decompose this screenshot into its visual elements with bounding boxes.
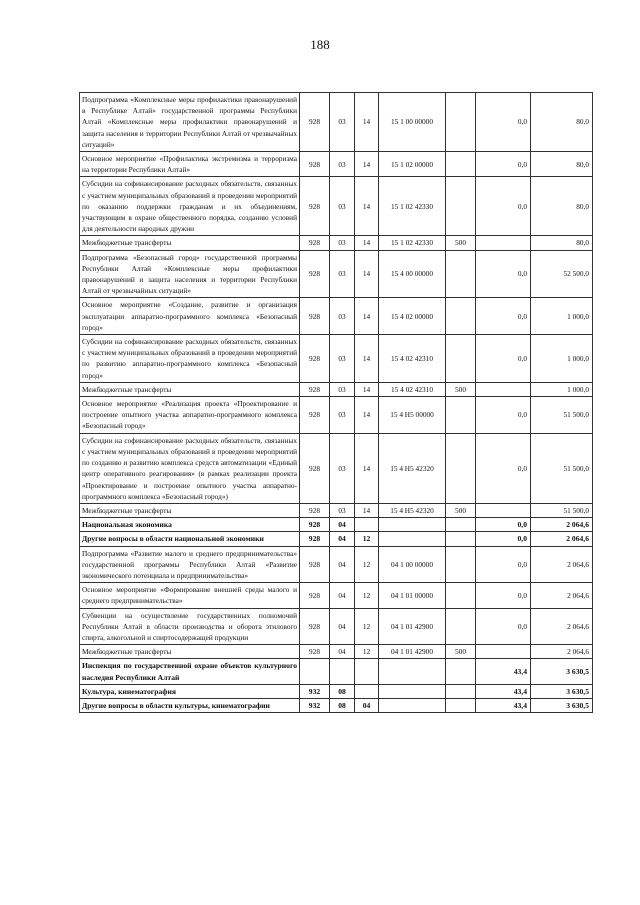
- subsection-code: [355, 684, 379, 698]
- expense-type-code: 500: [446, 503, 476, 517]
- section-code: 03: [330, 236, 355, 250]
- amount-second: 2 064,6: [531, 532, 593, 546]
- section-code: [330, 659, 355, 684]
- section-code: 08: [330, 698, 355, 712]
- row-name: Другие вопросы в области культуры, кинематографии: [80, 698, 300, 712]
- section-code: 03: [330, 250, 355, 298]
- section-code: 04: [330, 532, 355, 546]
- page-number: 188: [310, 37, 330, 52]
- row-name: Межбюджетные трансферты: [80, 236, 300, 250]
- subsection-code: 12: [355, 546, 379, 583]
- row-name: Подпрограмма «Развитие малого и среднего предпринимательства» государственной программы Республики Алтай «Развитие экономического потенциала и предпринимательства»: [80, 546, 300, 583]
- amount-first: 0,0: [476, 433, 531, 503]
- target-item-code: 15 4 Н5 00000: [379, 397, 446, 434]
- amount-second: 51 500,0: [531, 397, 593, 434]
- subsection-code: 14: [355, 93, 379, 152]
- table-row: [80, 645, 593, 659]
- admin-code: 928: [300, 546, 330, 583]
- admin-code: 932: [300, 698, 330, 712]
- target-item-code: 15 4 02 42310: [379, 382, 446, 396]
- admin-code: 928: [300, 236, 330, 250]
- subsection-code: [355, 659, 379, 684]
- subsection-code: 14: [355, 177, 379, 236]
- target-item-code: 04 1 01 00000: [379, 583, 446, 608]
- amount-first: 43,4: [476, 659, 531, 684]
- table-row: [80, 298, 593, 335]
- table-row: [80, 382, 593, 396]
- amount-second: 1 000,0: [531, 335, 593, 383]
- target-item-code: 15 4 Н5 42320: [379, 503, 446, 517]
- row-name: Субсидии на софинансирование расходных обязательств, связанных с участием муниципальных образований в проведении мероприятий по развитию аппаратно-программного комплекса «Безопасный город»: [80, 335, 300, 383]
- expense-type-code: [446, 659, 476, 684]
- row-name: Субвенции на осуществление государственных полномочий Республики Алтай в области производства и оборота этилового спирта, алкогольной и спиртосодержащей продукции: [80, 608, 300, 645]
- subsection-code: 14: [355, 382, 379, 396]
- section-code: 08: [330, 684, 355, 698]
- admin-code: 928: [300, 397, 330, 434]
- expense-type-code: [446, 518, 476, 532]
- section-code: 04: [330, 518, 355, 532]
- table-row: [80, 177, 593, 236]
- expense-type-code: [446, 152, 476, 177]
- admin-code: 928: [300, 645, 330, 659]
- amount-second: 3 630,5: [531, 659, 593, 684]
- table-row: [80, 583, 593, 608]
- admin-code: 928: [300, 298, 330, 335]
- table-row: [80, 93, 593, 152]
- subsection-code: [355, 518, 379, 532]
- admin-code: 928: [300, 518, 330, 532]
- admin-code: 928: [300, 250, 330, 298]
- amount-first: 0,0: [476, 583, 531, 608]
- target-item-code: 15 4 00 00000: [379, 250, 446, 298]
- table-row: [80, 250, 593, 298]
- row-name: Субсидии на софинансирование расходных обязательств, связанных с участием муниципальных образований в проведении мероприятий по оказанию поддержки гражданам и их объединениям, участвующим в охране общественного порядка, созданию условий для деятельности народных дружин: [80, 177, 300, 236]
- admin-code: 928: [300, 335, 330, 383]
- subsection-code: 14: [355, 250, 379, 298]
- table-row: [80, 546, 593, 583]
- row-name: Культура, кинематография: [80, 684, 300, 698]
- subsection-code: 04: [355, 698, 379, 712]
- amount-first: 43,4: [476, 698, 531, 712]
- amount-second: 80,0: [531, 236, 593, 250]
- expense-type-code: [446, 335, 476, 383]
- target-item-code: 15 1 00 00000: [379, 93, 446, 152]
- target-item-code: 15 4 02 00000: [379, 298, 446, 335]
- subsection-code: 14: [355, 298, 379, 335]
- subsection-code: 14: [355, 236, 379, 250]
- table-row: [80, 608, 593, 645]
- target-item-code: [379, 532, 446, 546]
- expense-type-code: [446, 93, 476, 152]
- section-code: 03: [330, 433, 355, 503]
- amount-second: 80,0: [531, 93, 593, 152]
- section-code: 03: [330, 382, 355, 396]
- amount-second: 1 000,0: [531, 382, 593, 396]
- target-item-code: 15 4 Н5 42320: [379, 433, 446, 503]
- admin-code: 928: [300, 608, 330, 645]
- subsection-code: 12: [355, 608, 379, 645]
- admin-code: 928: [300, 433, 330, 503]
- table-body: [80, 93, 593, 713]
- expense-type-code: [446, 684, 476, 698]
- amount-second: 2 064,6: [531, 583, 593, 608]
- row-name: Межбюджетные трансферты: [80, 645, 300, 659]
- target-item-code: [379, 684, 446, 698]
- amount-first: 0,0: [476, 250, 531, 298]
- admin-code: 928: [300, 532, 330, 546]
- row-name: Подпрограмма «Комплексные меры профилактики правонарушений в Республике Алтай» государственной программы Республики Алтай «Комплексные меры профилактики правонарушений и защита населения и территории Республики Алтай от чрезвычайных ситуаций»: [80, 93, 300, 152]
- row-name: Другие вопросы в области национальной экономики: [80, 532, 300, 546]
- expense-type-code: [446, 546, 476, 583]
- amount-first: 0,0: [476, 335, 531, 383]
- amount-first: 0,0: [476, 518, 531, 532]
- amount-first: [476, 236, 531, 250]
- expense-type-code: [446, 298, 476, 335]
- amount-second: 2 064,6: [531, 546, 593, 583]
- row-name: Национальная экономика: [80, 518, 300, 532]
- target-item-code: 15 1 02 00000: [379, 152, 446, 177]
- table-row: [80, 698, 593, 712]
- target-item-code: [379, 659, 446, 684]
- target-item-code: 04 1 01 42900: [379, 608, 446, 645]
- section-code: 04: [330, 608, 355, 645]
- subsection-code: 12: [355, 532, 379, 546]
- expense-type-code: 500: [446, 645, 476, 659]
- table-row: [80, 684, 593, 698]
- target-item-code: 15 1 02 42330: [379, 236, 446, 250]
- expense-type-code: 500: [446, 236, 476, 250]
- section-code: 03: [330, 93, 355, 152]
- table-row: [80, 397, 593, 434]
- amount-first: 0,0: [476, 152, 531, 177]
- subsection-code: 12: [355, 645, 379, 659]
- expense-type-code: [446, 583, 476, 608]
- amount-first: 0,0: [476, 532, 531, 546]
- section-code: 03: [330, 298, 355, 335]
- row-name: Основное мероприятие «Формирование внешней среды малого и среднего предпринимательства»: [80, 583, 300, 608]
- amount-second: 1 000,0: [531, 298, 593, 335]
- amount-first: 0,0: [476, 177, 531, 236]
- subsection-code: 14: [355, 433, 379, 503]
- budget-table: [79, 92, 593, 713]
- amount-first: [476, 645, 531, 659]
- section-code: 03: [330, 335, 355, 383]
- row-name: Межбюджетные трансферты: [80, 382, 300, 396]
- admin-code: 928: [300, 152, 330, 177]
- row-name: Инспекция по государственной охране объектов культурного наследия Республики Алтай: [80, 659, 300, 684]
- admin-code: 928: [300, 382, 330, 396]
- section-code: 04: [330, 546, 355, 583]
- amount-second: 2 064,6: [531, 645, 593, 659]
- section-code: 04: [330, 645, 355, 659]
- amount-first: 43,4: [476, 684, 531, 698]
- amount-second: 2 064,6: [531, 608, 593, 645]
- row-name: Основное мероприятие «Профилактика экстремизма и терроризма на территории Республики Алтай»: [80, 152, 300, 177]
- target-item-code: 04 1 01 42900: [379, 645, 446, 659]
- target-item-code: 15 1 02 42330: [379, 177, 446, 236]
- expense-type-code: [446, 608, 476, 645]
- section-code: 03: [330, 152, 355, 177]
- admin-code: 928: [300, 177, 330, 236]
- table-row: [80, 659, 593, 684]
- section-code: 03: [330, 177, 355, 236]
- amount-second: 51 500,0: [531, 433, 593, 503]
- amount-second: 52 500,0: [531, 250, 593, 298]
- table-row: [80, 518, 593, 532]
- section-code: 03: [330, 503, 355, 517]
- target-item-code: [379, 518, 446, 532]
- amount-second: 80,0: [531, 177, 593, 236]
- admin-code: [300, 659, 330, 684]
- amount-first: 0,0: [476, 93, 531, 152]
- table-row: [80, 236, 593, 250]
- amount-first: 0,0: [476, 397, 531, 434]
- expense-type-code: [446, 250, 476, 298]
- section-code: 04: [330, 583, 355, 608]
- expense-type-code: [446, 698, 476, 712]
- expense-type-code: [446, 433, 476, 503]
- expense-type-code: 500: [446, 382, 476, 396]
- table-row: [80, 152, 593, 177]
- target-item-code: 04 1 00 00000: [379, 546, 446, 583]
- row-name: Подпрограмма «Безопасный город» государственной программы Республики Алтай «Комплексные меры профилактики правонарушений и защита населения и территории Республики Алтай от чрезвычайных ситуаций»: [80, 250, 300, 298]
- subsection-code: 14: [355, 503, 379, 517]
- row-name: Основное мероприятие «Создание, развитие и организация эксплуатации аппаратно-программного комплекса «Безопасный город»: [80, 298, 300, 335]
- table-row: [80, 335, 593, 383]
- admin-code: 932: [300, 684, 330, 698]
- subsection-code: 14: [355, 335, 379, 383]
- admin-code: 928: [300, 93, 330, 152]
- row-name: Основное мероприятие «Реализация проекта «Проектирование и построение опытного участка аппаратно-программного комплекса «Безопасный город»: [80, 397, 300, 434]
- amount-second: 3 630,5: [531, 698, 593, 712]
- amount-first: 0,0: [476, 608, 531, 645]
- amount-first: [476, 503, 531, 517]
- target-item-code: 15 4 02 42310: [379, 335, 446, 383]
- subsection-code: 14: [355, 397, 379, 434]
- table-row: [80, 532, 593, 546]
- section-code: 03: [330, 397, 355, 434]
- amount-second: 51 500,0: [531, 503, 593, 517]
- target-item-code: [379, 698, 446, 712]
- admin-code: 928: [300, 583, 330, 608]
- admin-code: 928: [300, 503, 330, 517]
- amount-second: 3 630,5: [531, 684, 593, 698]
- amount-first: [476, 382, 531, 396]
- subsection-code: 14: [355, 152, 379, 177]
- amount-first: 0,0: [476, 298, 531, 335]
- amount-second: 2 064,6: [531, 518, 593, 532]
- expense-type-code: [446, 397, 476, 434]
- table-row: [80, 503, 593, 517]
- row-name: Межбюджетные трансферты: [80, 503, 300, 517]
- amount-second: 80,0: [531, 152, 593, 177]
- expense-type-code: [446, 177, 476, 236]
- row-name: Субсидии на софинансирование расходных обязательств, связанных с участием муниципальных образований в проведении мероприятий по созданию и развитию комплекса средств автоматизации «Единый центр оперативного реагирования» (в рамках реализации проекта «Проектирование и построение опытного участка аппаратно-программного комплекса «Безопасный город»): [80, 433, 300, 503]
- expense-type-code: [446, 532, 476, 546]
- subsection-code: 12: [355, 583, 379, 608]
- table-row: [80, 433, 593, 503]
- amount-first: 0,0: [476, 546, 531, 583]
